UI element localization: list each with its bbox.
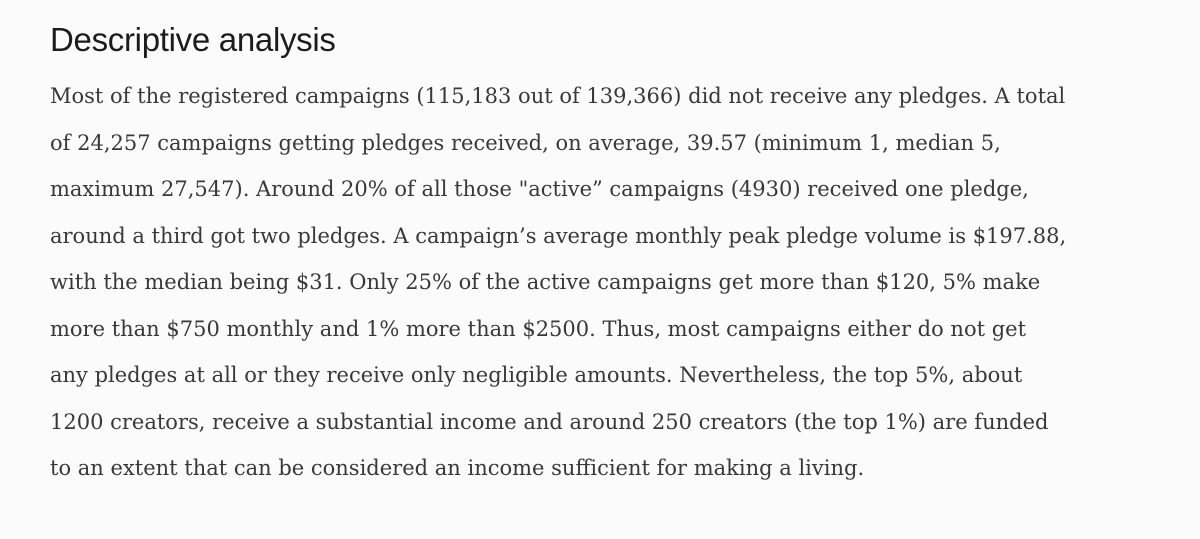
paragraph <box>50 73 1150 492</box>
section-heading: Descriptive analysis <box>50 21 336 58</box>
paragraph-line: Most of the registered campaigns (115,183 out of 139,366) did not receive any pledges. A total <box>50 84 1066 108</box>
article <box>0 20 1200 492</box>
paragraph-line: around a third got two pledges. A campaign’s average monthly peak pledge volume is $197.88, <box>50 223 1067 248</box>
paragraph-line: to an extent that can be considered an income sufficient for making a living. <box>50 456 865 480</box>
paragraph-line: more than $750 monthly and 1% more than $2500. Thus, most campaigns either do not get <box>50 316 1027 341</box>
paragraph-line: with the median being $31. Only 25% of the active campaigns get more than $120, 5% make <box>50 270 1041 294</box>
paragraph-line: any pledges at all or they receive only negligible amounts. Nevertheless, the top 5%, about <box>50 363 1023 387</box>
paragraph-line: of 24,257 campaigns getting pledges received, on average, 39.57 (minimum 1, median 5, <box>50 130 1001 155</box>
paragraph-line: maximum 27,547). Around 20% of all those "active” campaigns (4930) received one pledge, <box>50 177 1029 201</box>
paragraph-line: 1200 creators, receive a substantial income and around 250 creators (the top 1%) are funded <box>50 409 1049 434</box>
